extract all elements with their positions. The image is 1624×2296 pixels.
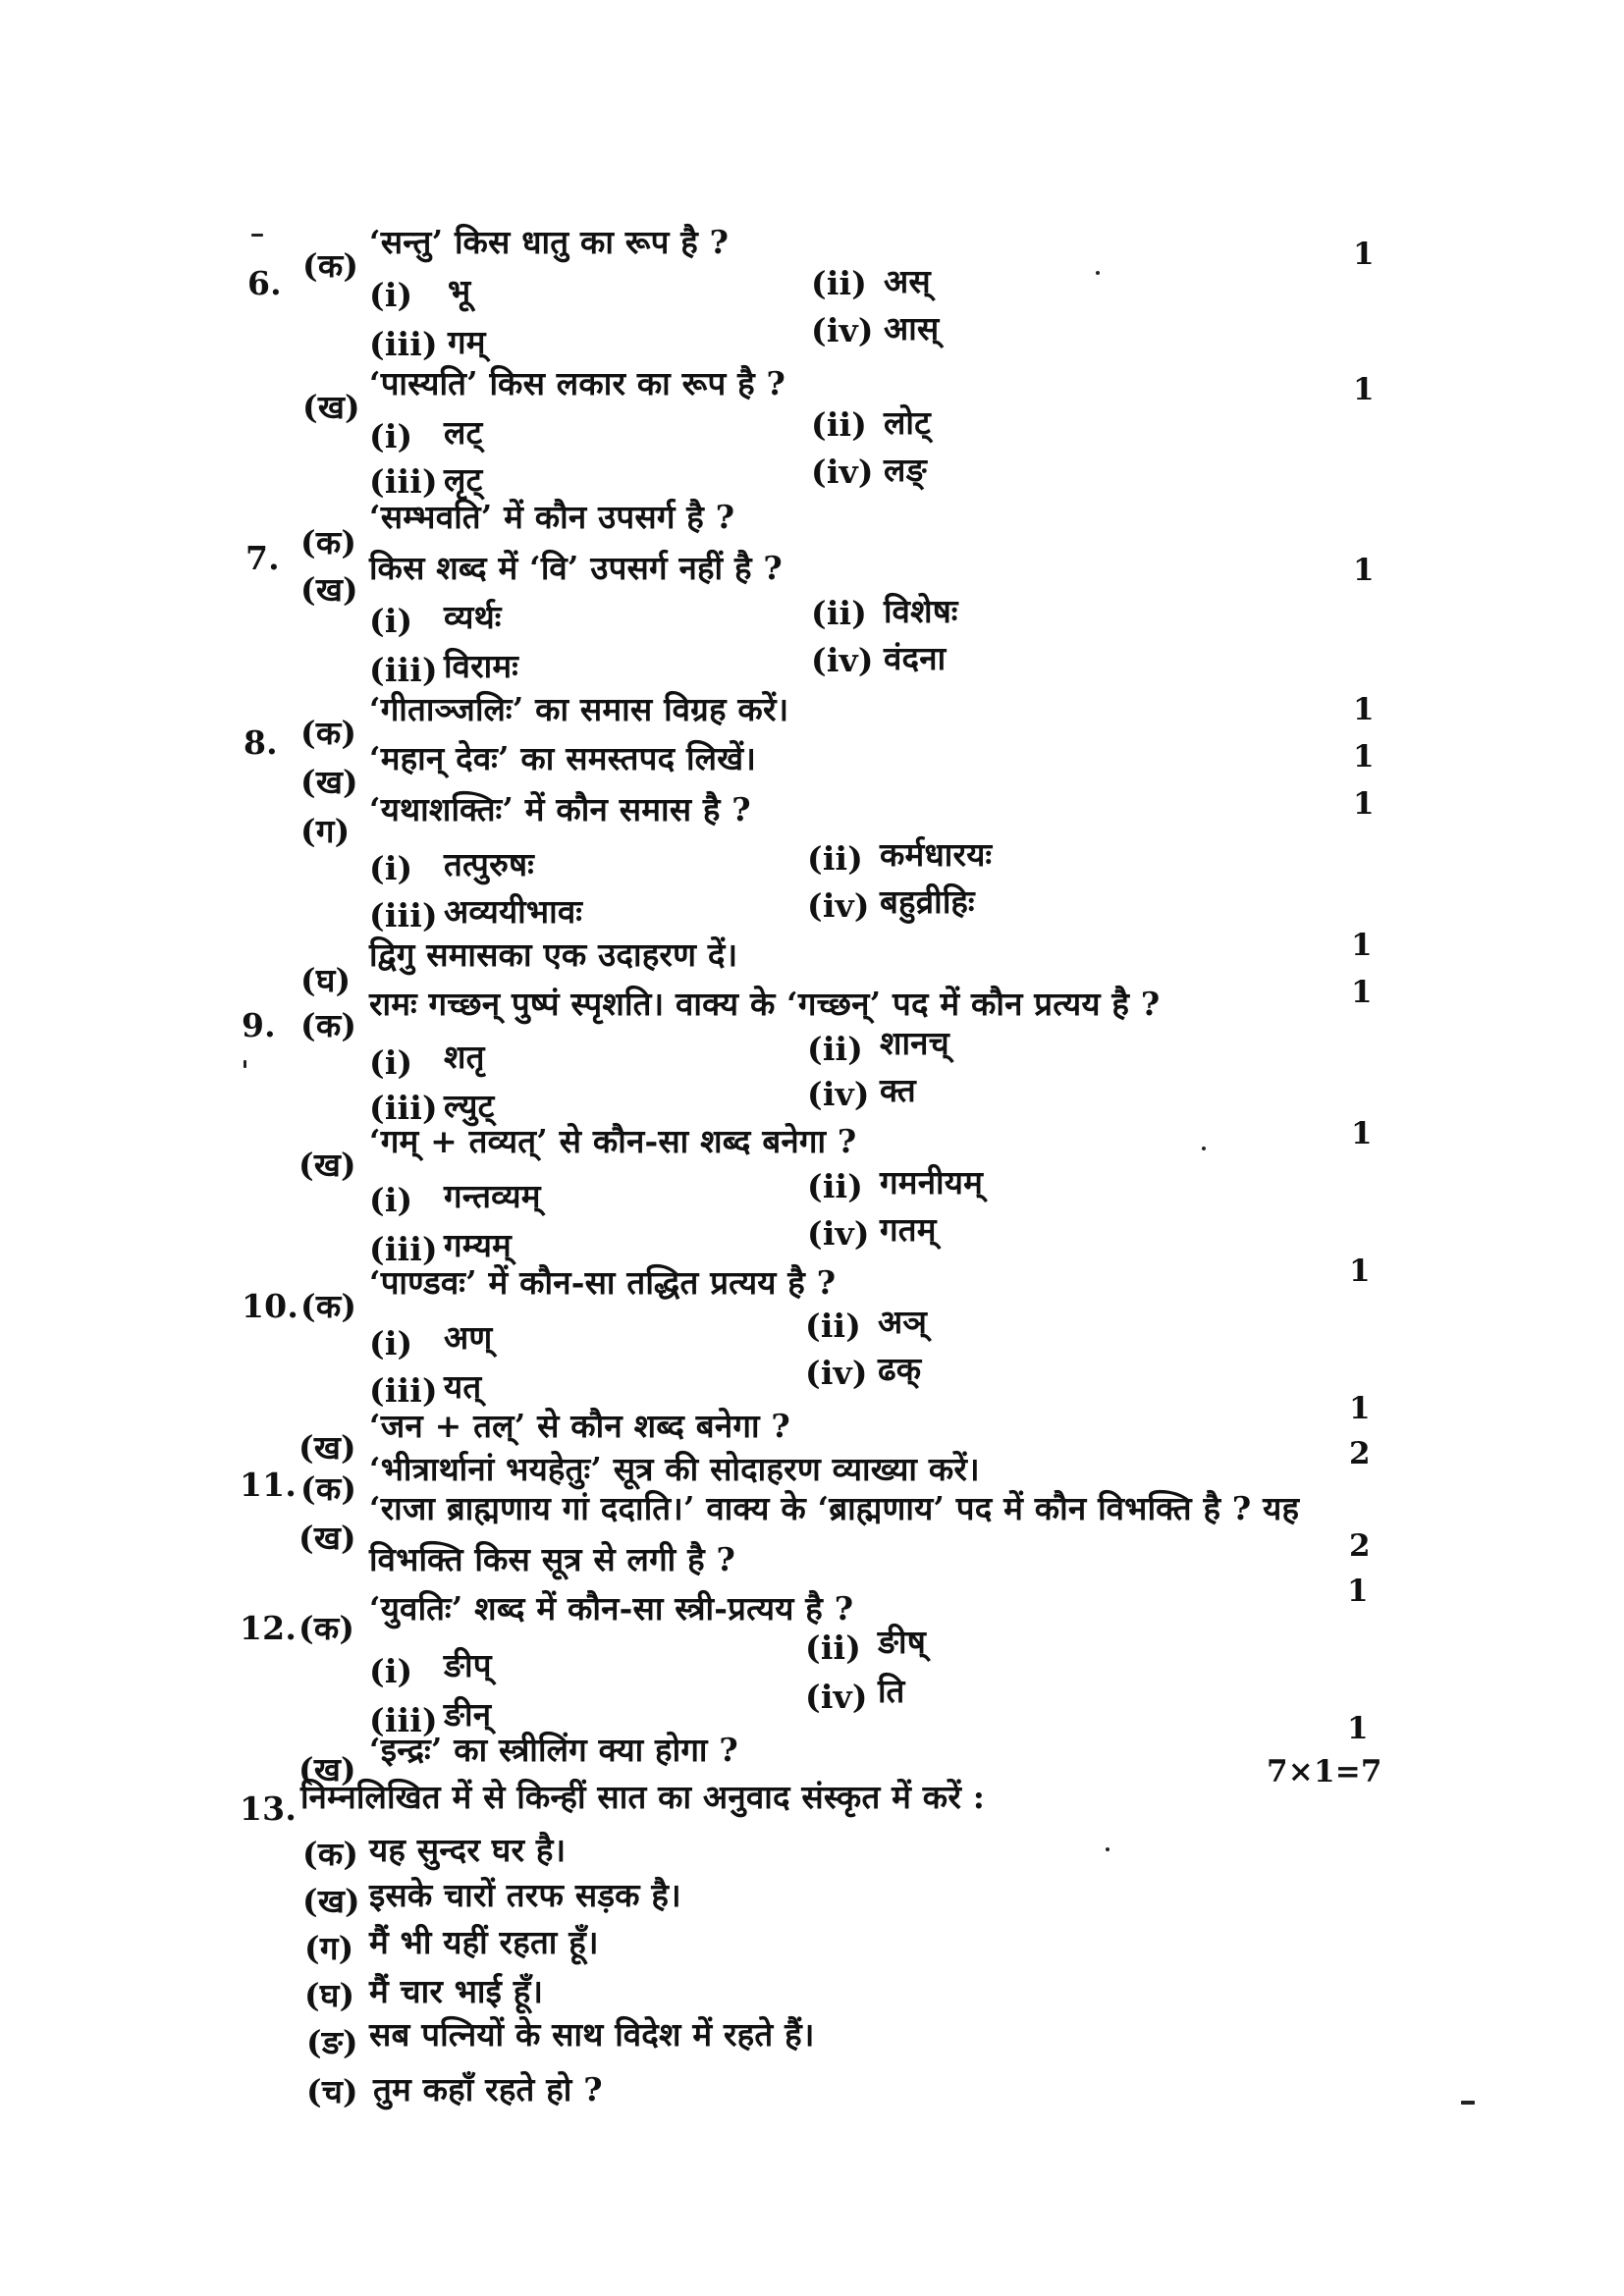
marks: 1: [1353, 786, 1375, 822]
translation-item-text: इसके चारों तरफ सड़क है।: [369, 1876, 681, 1914]
marks: 1: [1353, 237, 1375, 272]
sub-label: (क): [300, 1469, 357, 1508]
translation-item-label: (ङ): [306, 2023, 358, 2061]
option-text: क्त: [880, 1071, 916, 1109]
option-text: गम्यम्: [444, 1226, 512, 1264]
translation-item-text: तुम कहाँ रहते हो ?: [373, 2070, 603, 2109]
option-text: विशेषः: [884, 592, 958, 630]
scan-speck: [244, 1060, 246, 1068]
translation-item-label: (ग): [304, 1929, 354, 1967]
option-label: (i): [369, 417, 413, 455]
question-text: ‘सन्तु’ किस धातु का रूप है ?: [369, 223, 730, 261]
sub-label: (ख): [302, 388, 360, 426]
option-text: लङ्: [884, 451, 927, 489]
option-text: अञ्: [878, 1303, 928, 1341]
sub-label: (ख): [300, 763, 358, 801]
option-label: (iv): [811, 311, 874, 349]
option-text: ति: [878, 1672, 905, 1710]
question-text: रामः गच्छन् पुष्पं स्पृशति। वाक्य के ‘गच्छन्’ पद में कौन प्रत्यय है ?: [369, 985, 1161, 1023]
sub-label: (क): [300, 1006, 357, 1044]
option-text: आस्: [884, 309, 940, 347]
option-label: (i): [369, 1324, 413, 1362]
question-text: ‘राजा ब्राह्मणाय गां ददाति।’ वाक्य के ‘ब्राह्मणाय’ पद में कौन विभक्ति है ? यह: [369, 1489, 1300, 1527]
marks: 1: [1349, 1254, 1371, 1289]
option-label: (ii): [807, 1167, 864, 1205]
question-number: 8.: [244, 723, 278, 762]
option-text: गमनीयम्: [880, 1163, 984, 1201]
translation-item-text: मैं चार भाई हूँ।: [369, 1972, 544, 2010]
option-text: शतृ: [444, 1038, 485, 1076]
option-label: (i): [369, 1043, 413, 1082]
option-label: (ii): [811, 594, 868, 632]
marks: 1: [1347, 1711, 1369, 1746]
option-text: कर्मधारयः: [880, 835, 993, 874]
option-label: (ii): [805, 1629, 862, 1667]
option-label: (iii): [369, 1089, 438, 1127]
sub-label: (ख): [300, 570, 358, 609]
translation-item-label: (च): [306, 2072, 358, 2110]
option-label: (ii): [805, 1307, 862, 1345]
option-label: (iii): [369, 1371, 438, 1410]
marks: 1: [1353, 553, 1375, 588]
question-text: ‘जन + तल्’ से कौन शब्द बनेगा ?: [369, 1407, 790, 1445]
option-label: (i): [369, 1181, 413, 1219]
option-label: (ii): [811, 405, 868, 444]
option-text: अस्: [884, 262, 931, 300]
question-text: द्विगु समासका एक उदाहरण दें।: [369, 935, 738, 974]
sub-label: (क): [300, 523, 357, 561]
marks: 1: [1347, 1574, 1369, 1609]
question-text: ‘भीत्रार्थानां भयहेतुः’ सूत्र की सोदाहरण व्याख्या करें।: [369, 1450, 980, 1488]
question-number: 11.: [240, 1466, 298, 1504]
option-label: (iii): [369, 325, 438, 363]
question-text: ‘युवतिः’ शब्द में कौन-सा स्त्री-प्रत्यय है ?: [369, 1589, 854, 1628]
option-label: (ii): [807, 1030, 864, 1068]
translation-item-text: सब पत्नियों के साथ विदेश में रहते हैं।: [369, 2015, 815, 2054]
marks: 1: [1351, 1116, 1373, 1151]
translation-item-label: (ख): [302, 1882, 360, 1920]
option-text: लृट्: [444, 460, 483, 499]
option-text: ङीष्: [878, 1623, 927, 1661]
option-text: व्यर्थः: [444, 598, 502, 636]
option-text: गम्: [448, 323, 486, 361]
option-label: (iii): [369, 462, 438, 501]
option-label: (i): [369, 602, 413, 640]
question-text: ‘पास्यति’ किस लकार का रूप है ?: [369, 364, 786, 402]
option-text: शानच्: [880, 1024, 949, 1062]
marks: 1: [1353, 372, 1375, 407]
scan-speck: [1202, 1147, 1206, 1150]
translation-item-text: यह सुन्दर घर है।: [369, 1831, 567, 1869]
option-label: (iv): [805, 1354, 868, 1392]
scan-speck: [1461, 2101, 1475, 2105]
option-text: गतम्: [880, 1210, 937, 1249]
question-number: 7.: [245, 539, 280, 577]
option-text: ढक्: [878, 1350, 922, 1388]
option-label: (iv): [811, 641, 874, 679]
marks: 1: [1353, 739, 1375, 774]
option-text: बहुव्रीहिः: [880, 882, 975, 921]
option-text: लोट्: [884, 403, 931, 442]
question-text: निम्नलिखित में से किन्हीं सात का अनुवाद संस्कृत में करें :: [300, 1778, 986, 1816]
option-label: (iii): [369, 1230, 438, 1268]
option-label: (ii): [811, 264, 868, 302]
sub-label: (ग): [300, 812, 351, 850]
option-label: (iv): [807, 886, 870, 925]
scan-speck: [251, 234, 263, 237]
option-label: (i): [369, 1652, 413, 1690]
question-text: ‘गम् + तव्यत्’ से कौन-सा शब्द बनेगा ?: [369, 1122, 857, 1160]
option-text: अण्: [444, 1318, 493, 1357]
sub-label: (क): [302, 246, 359, 285]
question-number: 10.: [242, 1287, 299, 1325]
marks: 1: [1353, 692, 1375, 727]
sub-label: (ख): [298, 1750, 356, 1789]
translation-item-label: (क): [302, 1835, 359, 1873]
option-text: ङीन्: [444, 1695, 492, 1734]
marks: 2: [1349, 1528, 1371, 1564]
question-text: ‘सम्भवति’ में कौन उपसर्ग है ?: [369, 498, 735, 536]
question-text: ‘पाण्डवः’ में कौन-सा तद्धित प्रत्यय है ?: [369, 1263, 837, 1302]
option-text: वंदना: [884, 639, 947, 677]
option-text: तत्पुरुषः: [444, 845, 534, 883]
sub-label: (क): [300, 1287, 357, 1325]
sub-label: (क): [300, 714, 357, 752]
translation-item-text: मैं भी यहीं रहता हूँ।: [369, 1923, 599, 1961]
question-text: किस शब्द में ‘वि’ उपसर्ग नहीं है ?: [369, 549, 783, 587]
question-text: ‘इन्द्रः’ का स्त्रीलिंग क्या होगा ?: [369, 1731, 738, 1769]
marks: 7×1=7: [1267, 1754, 1382, 1789]
question-number: 9.: [242, 1006, 276, 1044]
marks: 1: [1351, 975, 1373, 1010]
question-text-continued: विभक्ति किस सूत्र से लगी है ?: [369, 1540, 736, 1578]
option-label: (iv): [805, 1678, 868, 1716]
option-text: ङीप्: [444, 1646, 492, 1684]
question-text: ‘यथाशक्तिः’ में कौन समास है ?: [369, 790, 751, 828]
sub-label: (घ): [300, 961, 352, 999]
question-number: 13.: [240, 1789, 298, 1828]
option-text: भू: [448, 272, 471, 310]
option-label: (i): [369, 849, 413, 887]
marks: 1: [1349, 1391, 1371, 1426]
option-label: (iii): [369, 1701, 438, 1739]
option-label: (iii): [369, 896, 438, 934]
option-label: (iii): [369, 651, 438, 689]
option-text: विरामः: [444, 647, 518, 685]
sub-label: (ख): [298, 1428, 356, 1467]
question-number: 6.: [247, 264, 282, 302]
marks: 1: [1351, 928, 1373, 963]
option-label: (iv): [807, 1075, 870, 1113]
translation-item-label: (घ): [304, 1976, 355, 2014]
sub-label: (क): [298, 1609, 355, 1647]
option-text: ल्युट्: [444, 1087, 495, 1125]
question-text: ‘गीताञ्जलिः’ का समास विग्रह करें।: [369, 690, 789, 728]
option-label: (i): [369, 276, 413, 314]
question-text: ‘महान् देवः’ का समस्तपद लिखें।: [369, 739, 757, 777]
scan-speck: [1096, 271, 1100, 275]
sub-label: (ख): [298, 1146, 356, 1184]
option-text: अव्ययीभावः: [444, 892, 583, 931]
option-label: (ii): [807, 839, 864, 878]
option-text: लट्: [444, 413, 483, 452]
option-text: यत्: [444, 1367, 482, 1406]
question-number: 12.: [240, 1609, 298, 1647]
option-label: (iv): [807, 1214, 870, 1253]
sub-label: (ख): [298, 1519, 356, 1557]
scan-speck: [1106, 1847, 1110, 1851]
marks: 2: [1349, 1436, 1371, 1471]
option-label: (iv): [811, 453, 874, 491]
option-text: गन्तव्यम्: [444, 1177, 541, 1215]
